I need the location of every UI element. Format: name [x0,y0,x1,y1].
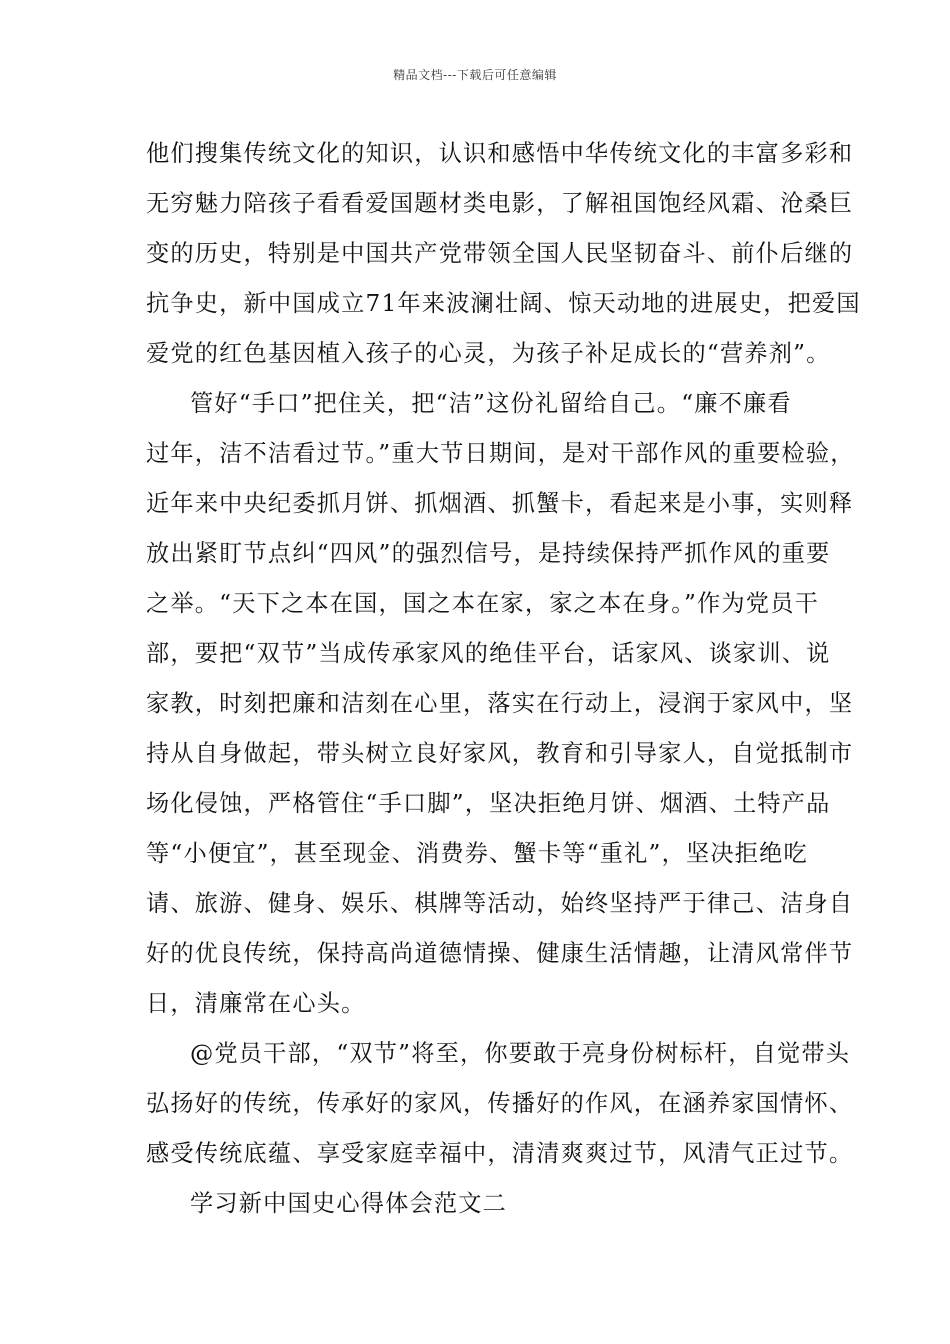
text-line: 无穷魅力陪孩子看看爱国题材类电影，了解祖国饱经风霜、沧桑巨 [146,190,854,217]
page-header-note: 精品文档---下载后可任意编辑 [393,68,557,82]
text-line: 日，清廉常在心头。 [146,990,366,1017]
text-line: 等“小便宜”，甚至现金、消费券、蟹卡等“重礼”，坚决拒绝吃 [146,840,808,867]
text-line: 他们搜集传统文化的知识，认识和感悟中华传统文化的丰富多彩和 [146,140,854,167]
text-line: 变的历史，特别是中国共产党带领全国人民坚韧奋斗、前仆后继的 [146,240,854,267]
text-line: 抗争史，新中国成立71年来波澜壮阔、惊天动地的进展史，把爱国 [146,290,861,317]
text-line: 部，要把“双节”当成传承家风的绝佳平台，话家风、谈家训、说 [146,640,831,667]
text-line: 场化侵蚀，严格管住“手口脚”，坚决拒绝月饼、烟酒、土特产品 [146,790,831,817]
text-line: 近年来中央纪委抓月饼、抓烟酒、抓蟹卡，看起来是小事，实则释 [146,490,854,517]
text-line: 放出紧盯节点纠“四风”的强烈信号，是持续保持严抓作风的重要 [146,540,831,567]
text-line: 感受传统底蕴、享受家庭幸福中，清清爽爽过节，风清气正过节。 [146,1140,854,1167]
text-line: @党员干部，“双节”将至，你要敢于亮身份树标杆，自觉带头 [190,1040,851,1067]
text-line: 好的优良传统，保持高尚道德情操、健康生活情趣，让清风常伴节 [146,940,854,967]
text-line: 爱党的红色基因植入孩子的心灵，为孩子补足成长的“营养剂”。 [146,340,831,367]
text-line: 请、旅游、健身、娱乐、棋牌等活动，始终坚持严于律己、洁身自 [146,890,854,917]
text-line: 家教，时刻把廉和洁刻在心里，落实在行动上，浸润于家风中，坚 [146,690,854,717]
section-title: 学习新中国史心得体会范文二 [190,1190,508,1217]
text-line: 持从自身做起，带头树立良好家风，教育和引导家人，自觉抵制市 [146,740,854,767]
document-body [146,132,861,1232]
text-line: 过年，洁不洁看过节。”重大节日期间，是对干部作风的重要检验， [146,440,855,467]
text-line: 弘扬好的传统，传承好的家风，传播好的作风，在涵养家国情怀、 [146,1090,854,1117]
paragraph-2 [146,382,855,1032]
section-heading [146,1182,822,1232]
text-line: 管好“手口”把住关，把“洁”这份礼留给自己。“廉不廉看 [190,390,792,417]
text-line: 之举。“天下之本在国，国之本在家，家之本在身。”作为党员干 [146,590,819,617]
paragraph-3 [146,1032,854,1182]
paragraph-1 [146,132,861,382]
